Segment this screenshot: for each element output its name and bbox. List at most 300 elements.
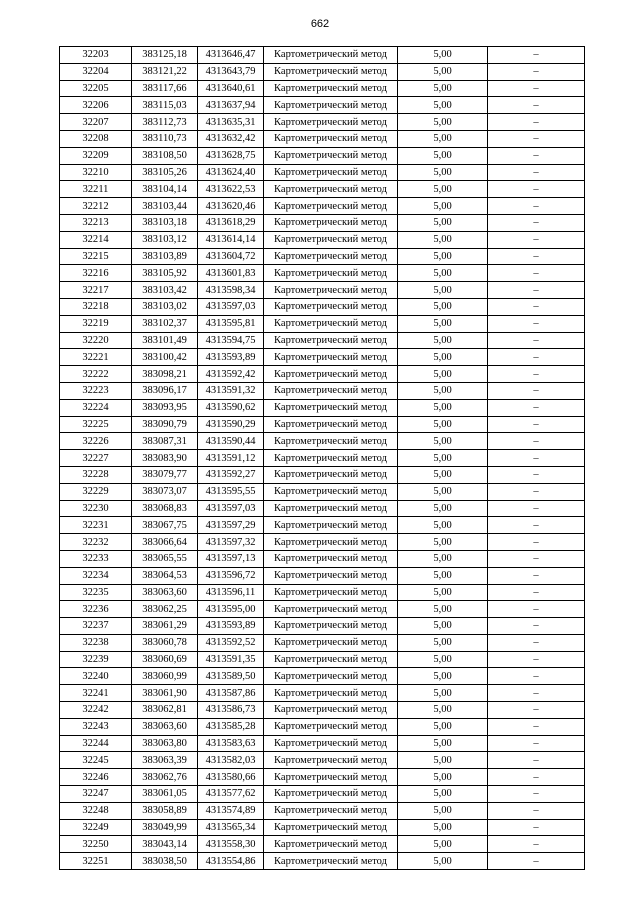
method-cell: Картометрический метод (264, 550, 398, 567)
note-cell: – (488, 130, 585, 147)
note-cell: – (488, 147, 585, 164)
method-cell: Картометрический метод (264, 433, 398, 450)
x-coordinate-cell: 383093,95 (132, 399, 198, 416)
x-coordinate-cell: 383103,89 (132, 248, 198, 265)
y-coordinate-cell: 4313594,75 (198, 332, 264, 349)
y-coordinate-cell: 4313596,11 (198, 584, 264, 601)
method-cell: Картометрический метод (264, 819, 398, 836)
method-cell: Картометрический метод (264, 47, 398, 64)
x-coordinate-cell: 383062,76 (132, 769, 198, 786)
accuracy-cell: 5,00 (398, 332, 488, 349)
accuracy-cell: 5,00 (398, 786, 488, 803)
table-row (60, 366, 585, 383)
point-number-cell: 32211 (60, 181, 132, 198)
table-row (60, 97, 585, 114)
y-coordinate-cell: 4313582,03 (198, 752, 264, 769)
table-row (60, 382, 585, 399)
accuracy-cell: 5,00 (398, 282, 488, 299)
x-coordinate-cell: 383117,66 (132, 80, 198, 97)
x-coordinate-cell: 383063,60 (132, 584, 198, 601)
method-cell: Картометрический метод (264, 668, 398, 685)
method-cell: Картометрический метод (264, 366, 398, 383)
method-cell: Картометрический метод (264, 181, 398, 198)
point-number-cell: 32240 (60, 668, 132, 685)
table-row (60, 769, 585, 786)
accuracy-cell: 5,00 (398, 483, 488, 500)
x-coordinate-cell: 383063,80 (132, 735, 198, 752)
point-number-cell: 32223 (60, 382, 132, 399)
y-coordinate-cell: 4313597,32 (198, 534, 264, 551)
note-cell: – (488, 382, 585, 399)
x-coordinate-cell: 383038,50 (132, 853, 198, 870)
x-coordinate-cell: 383125,18 (132, 47, 198, 64)
y-coordinate-cell: 4313590,44 (198, 433, 264, 450)
note-cell: – (488, 836, 585, 853)
point-number-cell: 32220 (60, 332, 132, 349)
point-number-cell: 32221 (60, 349, 132, 366)
x-coordinate-cell: 383060,99 (132, 668, 198, 685)
point-number-cell: 32228 (60, 466, 132, 483)
y-coordinate-cell: 4313592,27 (198, 466, 264, 483)
table-row (60, 466, 585, 483)
table-row (60, 332, 585, 349)
x-coordinate-cell: 383043,14 (132, 836, 198, 853)
accuracy-cell: 5,00 (398, 802, 488, 819)
accuracy-cell: 5,00 (398, 198, 488, 215)
method-cell: Картометрический метод (264, 483, 398, 500)
x-coordinate-cell: 383061,05 (132, 786, 198, 803)
x-coordinate-cell: 383061,90 (132, 685, 198, 702)
accuracy-cell: 5,00 (398, 651, 488, 668)
point-number-cell: 32215 (60, 248, 132, 265)
y-coordinate-cell: 4313597,29 (198, 517, 264, 534)
method-cell: Картометрический метод (264, 147, 398, 164)
y-coordinate-cell: 4313597,03 (198, 500, 264, 517)
point-number-cell: 32231 (60, 517, 132, 534)
note-cell: – (488, 248, 585, 265)
table-row (60, 214, 585, 231)
accuracy-cell: 5,00 (398, 517, 488, 534)
point-number-cell: 32210 (60, 164, 132, 181)
accuracy-cell: 5,00 (398, 500, 488, 517)
accuracy-cell: 5,00 (398, 466, 488, 483)
y-coordinate-cell: 4313591,32 (198, 382, 264, 399)
x-coordinate-cell: 383062,25 (132, 601, 198, 618)
accuracy-cell: 5,00 (398, 265, 488, 282)
method-cell: Картометрический метод (264, 466, 398, 483)
y-coordinate-cell: 4313624,40 (198, 164, 264, 181)
y-coordinate-cell: 4313646,47 (198, 47, 264, 64)
point-number-cell: 32226 (60, 433, 132, 450)
note-cell: – (488, 366, 585, 383)
y-coordinate-cell: 4313580,66 (198, 769, 264, 786)
table-row (60, 534, 585, 551)
y-coordinate-cell: 4313558,30 (198, 836, 264, 853)
method-cell: Картометрический метод (264, 584, 398, 601)
table-row (60, 114, 585, 131)
x-coordinate-cell: 383103,18 (132, 214, 198, 231)
note-cell: – (488, 332, 585, 349)
point-number-cell: 32243 (60, 718, 132, 735)
table-row (60, 349, 585, 366)
method-cell: Картометрический метод (264, 534, 398, 551)
y-coordinate-cell: 4313640,61 (198, 80, 264, 97)
note-cell: – (488, 802, 585, 819)
point-number-cell: 32222 (60, 366, 132, 383)
note-cell: – (488, 466, 585, 483)
coordinates-table (59, 46, 585, 870)
note-cell: – (488, 584, 585, 601)
table-row (60, 618, 585, 635)
point-number-cell: 32207 (60, 114, 132, 131)
accuracy-cell: 5,00 (398, 550, 488, 567)
x-coordinate-cell: 383049,99 (132, 819, 198, 836)
method-cell: Картометрический метод (264, 702, 398, 719)
accuracy-cell: 5,00 (398, 298, 488, 315)
method-cell: Картометрический метод (264, 786, 398, 803)
y-coordinate-cell: 4313565,34 (198, 819, 264, 836)
note-cell: – (488, 517, 585, 534)
method-cell: Картометрический метод (264, 567, 398, 584)
method-cell: Картометрический метод (264, 130, 398, 147)
point-number-cell: 32251 (60, 853, 132, 870)
point-number-cell: 32238 (60, 634, 132, 651)
point-number-cell: 32246 (60, 769, 132, 786)
accuracy-cell: 5,00 (398, 601, 488, 618)
x-coordinate-cell: 383067,75 (132, 517, 198, 534)
method-cell: Картометрический метод (264, 349, 398, 366)
method-cell: Картометрический метод (264, 718, 398, 735)
point-number-cell: 32219 (60, 315, 132, 332)
y-coordinate-cell: 4313618,29 (198, 214, 264, 231)
accuracy-cell: 5,00 (398, 702, 488, 719)
note-cell: – (488, 63, 585, 80)
note-cell: – (488, 668, 585, 685)
point-number-cell: 32212 (60, 198, 132, 215)
point-number-cell: 32209 (60, 147, 132, 164)
method-cell: Картометрический метод (264, 601, 398, 618)
point-number-cell: 32250 (60, 836, 132, 853)
y-coordinate-cell: 4313592,52 (198, 634, 264, 651)
x-coordinate-cell: 383058,89 (132, 802, 198, 819)
accuracy-cell: 5,00 (398, 584, 488, 601)
x-coordinate-cell: 383065,55 (132, 550, 198, 567)
accuracy-cell: 5,00 (398, 47, 488, 64)
note-cell: – (488, 399, 585, 416)
table-row (60, 550, 585, 567)
table-row (60, 315, 585, 332)
method-cell: Картометрический метод (264, 315, 398, 332)
x-coordinate-cell: 383063,60 (132, 718, 198, 735)
accuracy-cell: 5,00 (398, 567, 488, 584)
table-row (60, 181, 585, 198)
table-row (60, 147, 585, 164)
accuracy-cell: 5,00 (398, 382, 488, 399)
note-cell: – (488, 685, 585, 702)
table-row (60, 601, 585, 618)
table-row (60, 433, 585, 450)
x-coordinate-cell: 383087,31 (132, 433, 198, 450)
page-number: 662 (310, 18, 330, 30)
x-coordinate-cell: 383102,37 (132, 315, 198, 332)
method-cell: Картометрический метод (264, 332, 398, 349)
y-coordinate-cell: 4313590,62 (198, 399, 264, 416)
y-coordinate-cell: 4313592,42 (198, 366, 264, 383)
note-cell: – (488, 47, 585, 64)
method-cell: Картометрический метод (264, 382, 398, 399)
x-coordinate-cell: 383103,42 (132, 282, 198, 299)
y-coordinate-cell: 4313595,00 (198, 601, 264, 618)
x-coordinate-cell: 383064,53 (132, 567, 198, 584)
point-number-cell: 32203 (60, 47, 132, 64)
x-coordinate-cell: 383105,26 (132, 164, 198, 181)
y-coordinate-cell: 4313554,86 (198, 853, 264, 870)
x-coordinate-cell: 383073,07 (132, 483, 198, 500)
accuracy-cell: 5,00 (398, 685, 488, 702)
point-number-cell: 32229 (60, 483, 132, 500)
accuracy-cell: 5,00 (398, 769, 488, 786)
table-row (60, 198, 585, 215)
accuracy-cell: 5,00 (398, 248, 488, 265)
x-coordinate-cell: 383090,79 (132, 416, 198, 433)
y-coordinate-cell: 4313577,62 (198, 786, 264, 803)
method-cell: Картометрический метод (264, 517, 398, 534)
x-coordinate-cell: 383108,50 (132, 147, 198, 164)
table-row (60, 752, 585, 769)
table-row (60, 567, 585, 584)
note-cell: – (488, 634, 585, 651)
method-cell: Картометрический метод (264, 214, 398, 231)
method-cell: Картометрический метод (264, 634, 398, 651)
note-cell: – (488, 702, 585, 719)
point-number-cell: 32213 (60, 214, 132, 231)
table-row (60, 819, 585, 836)
note-cell: – (488, 433, 585, 450)
method-cell: Картометрический метод (264, 114, 398, 131)
accuracy-cell: 5,00 (398, 130, 488, 147)
method-cell: Картометрический метод (264, 651, 398, 668)
note-cell: – (488, 416, 585, 433)
method-cell: Картометрический метод (264, 198, 398, 215)
point-number-cell: 32247 (60, 786, 132, 803)
table-row (60, 265, 585, 282)
method-cell: Картометрический метод (264, 80, 398, 97)
table-row (60, 735, 585, 752)
table-row (60, 634, 585, 651)
note-cell: – (488, 282, 585, 299)
y-coordinate-cell: 4313591,35 (198, 651, 264, 668)
x-coordinate-cell: 383121,22 (132, 63, 198, 80)
x-coordinate-cell: 383083,90 (132, 450, 198, 467)
point-number-cell: 32230 (60, 500, 132, 517)
note-cell: – (488, 735, 585, 752)
method-cell: Картометрический метод (264, 752, 398, 769)
method-cell: Картометрический метод (264, 802, 398, 819)
point-number-cell: 32245 (60, 752, 132, 769)
note-cell: – (488, 97, 585, 114)
y-coordinate-cell: 4313635,31 (198, 114, 264, 131)
accuracy-cell: 5,00 (398, 752, 488, 769)
x-coordinate-cell: 383061,29 (132, 618, 198, 635)
accuracy-cell: 5,00 (398, 819, 488, 836)
table-row (60, 500, 585, 517)
x-coordinate-cell: 383104,14 (132, 181, 198, 198)
y-coordinate-cell: 4313622,53 (198, 181, 264, 198)
accuracy-cell: 5,00 (398, 416, 488, 433)
y-coordinate-cell: 4313574,89 (198, 802, 264, 819)
accuracy-cell: 5,00 (398, 315, 488, 332)
y-coordinate-cell: 4313593,89 (198, 618, 264, 635)
x-coordinate-cell: 383110,73 (132, 130, 198, 147)
point-number-cell: 32205 (60, 80, 132, 97)
x-coordinate-cell: 383103,44 (132, 198, 198, 215)
note-cell: – (488, 450, 585, 467)
note-cell: – (488, 298, 585, 315)
point-number-cell: 32236 (60, 601, 132, 618)
table-row (60, 853, 585, 870)
accuracy-cell: 5,00 (398, 853, 488, 870)
point-number-cell: 32244 (60, 735, 132, 752)
table-row (60, 416, 585, 433)
method-cell: Картометрический метод (264, 836, 398, 853)
point-number-cell: 32224 (60, 399, 132, 416)
method-cell: Картометрический метод (264, 769, 398, 786)
y-coordinate-cell: 4313595,55 (198, 483, 264, 500)
x-coordinate-cell: 383063,39 (132, 752, 198, 769)
table-row (60, 718, 585, 735)
x-coordinate-cell: 383103,12 (132, 231, 198, 248)
table-row (60, 164, 585, 181)
y-coordinate-cell: 4313597,13 (198, 550, 264, 567)
accuracy-cell: 5,00 (398, 181, 488, 198)
note-cell: – (488, 214, 585, 231)
note-cell: – (488, 114, 585, 131)
method-cell: Картометрический метод (264, 97, 398, 114)
note-cell: – (488, 769, 585, 786)
note-cell: – (488, 198, 585, 215)
note-cell: – (488, 601, 585, 618)
point-number-cell: 32208 (60, 130, 132, 147)
method-cell: Картометрический метод (264, 685, 398, 702)
point-number-cell: 32237 (60, 618, 132, 635)
point-number-cell: 32232 (60, 534, 132, 551)
table-row (60, 231, 585, 248)
note-cell: – (488, 534, 585, 551)
point-number-cell: 32227 (60, 450, 132, 467)
point-number-cell: 32214 (60, 231, 132, 248)
note-cell: – (488, 651, 585, 668)
note-cell: – (488, 231, 585, 248)
table-row (60, 685, 585, 702)
accuracy-cell: 5,00 (398, 836, 488, 853)
table-row (60, 802, 585, 819)
point-number-cell: 32242 (60, 702, 132, 719)
point-number-cell: 32234 (60, 567, 132, 584)
y-coordinate-cell: 4313589,50 (198, 668, 264, 685)
accuracy-cell: 5,00 (398, 114, 488, 131)
method-cell: Картометрический метод (264, 231, 398, 248)
x-coordinate-cell: 383105,92 (132, 265, 198, 282)
x-coordinate-cell: 383100,42 (132, 349, 198, 366)
point-number-cell: 32239 (60, 651, 132, 668)
point-number-cell: 32241 (60, 685, 132, 702)
method-cell: Картометрический метод (264, 853, 398, 870)
point-number-cell: 32225 (60, 416, 132, 433)
accuracy-cell: 5,00 (398, 366, 488, 383)
method-cell: Картометрический метод (264, 500, 398, 517)
y-coordinate-cell: 4313586,73 (198, 702, 264, 719)
accuracy-cell: 5,00 (398, 534, 488, 551)
accuracy-cell: 5,00 (398, 80, 488, 97)
table-row (60, 836, 585, 853)
y-coordinate-cell: 4313598,34 (198, 282, 264, 299)
y-coordinate-cell: 4313596,72 (198, 567, 264, 584)
point-number-cell: 32216 (60, 265, 132, 282)
accuracy-cell: 5,00 (398, 63, 488, 80)
y-coordinate-cell: 4313632,42 (198, 130, 264, 147)
table-row (60, 248, 585, 265)
note-cell: – (488, 819, 585, 836)
y-coordinate-cell: 4313590,29 (198, 416, 264, 433)
y-coordinate-cell: 4313620,46 (198, 198, 264, 215)
accuracy-cell: 5,00 (398, 147, 488, 164)
method-cell: Картометрический метод (264, 265, 398, 282)
accuracy-cell: 5,00 (398, 634, 488, 651)
method-cell: Картометрический метод (264, 450, 398, 467)
point-number-cell: 32206 (60, 97, 132, 114)
method-cell: Картометрический метод (264, 298, 398, 315)
point-number-cell: 32204 (60, 63, 132, 80)
y-coordinate-cell: 4313643,79 (198, 63, 264, 80)
x-coordinate-cell: 383096,17 (132, 382, 198, 399)
table-row (60, 450, 585, 467)
table-row (60, 80, 585, 97)
method-cell: Картометрический метод (264, 735, 398, 752)
note-cell: – (488, 853, 585, 870)
point-number-cell: 32217 (60, 282, 132, 299)
accuracy-cell: 5,00 (398, 668, 488, 685)
x-coordinate-cell: 383068,83 (132, 500, 198, 517)
accuracy-cell: 5,00 (398, 164, 488, 181)
x-coordinate-cell: 383066,64 (132, 534, 198, 551)
point-number-cell: 32233 (60, 550, 132, 567)
accuracy-cell: 5,00 (398, 618, 488, 635)
table-row (60, 651, 585, 668)
accuracy-cell: 5,00 (398, 450, 488, 467)
y-coordinate-cell: 4313637,94 (198, 97, 264, 114)
x-coordinate-cell: 383098,21 (132, 366, 198, 383)
y-coordinate-cell: 4313587,86 (198, 685, 264, 702)
y-coordinate-cell: 4313583,63 (198, 735, 264, 752)
accuracy-cell: 5,00 (398, 399, 488, 416)
x-coordinate-cell: 383112,73 (132, 114, 198, 131)
y-coordinate-cell: 4313604,72 (198, 248, 264, 265)
y-coordinate-cell: 4313585,28 (198, 718, 264, 735)
table-row (60, 399, 585, 416)
note-cell: – (488, 550, 585, 567)
method-cell: Картометрический метод (264, 63, 398, 80)
note-cell: – (488, 752, 585, 769)
x-coordinate-cell: 383103,02 (132, 298, 198, 315)
note-cell: – (488, 483, 585, 500)
note-cell: – (488, 718, 585, 735)
note-cell: – (488, 265, 585, 282)
x-coordinate-cell: 383079,77 (132, 466, 198, 483)
point-number-cell: 32248 (60, 802, 132, 819)
point-number-cell: 32249 (60, 819, 132, 836)
accuracy-cell: 5,00 (398, 214, 488, 231)
table-row (60, 483, 585, 500)
